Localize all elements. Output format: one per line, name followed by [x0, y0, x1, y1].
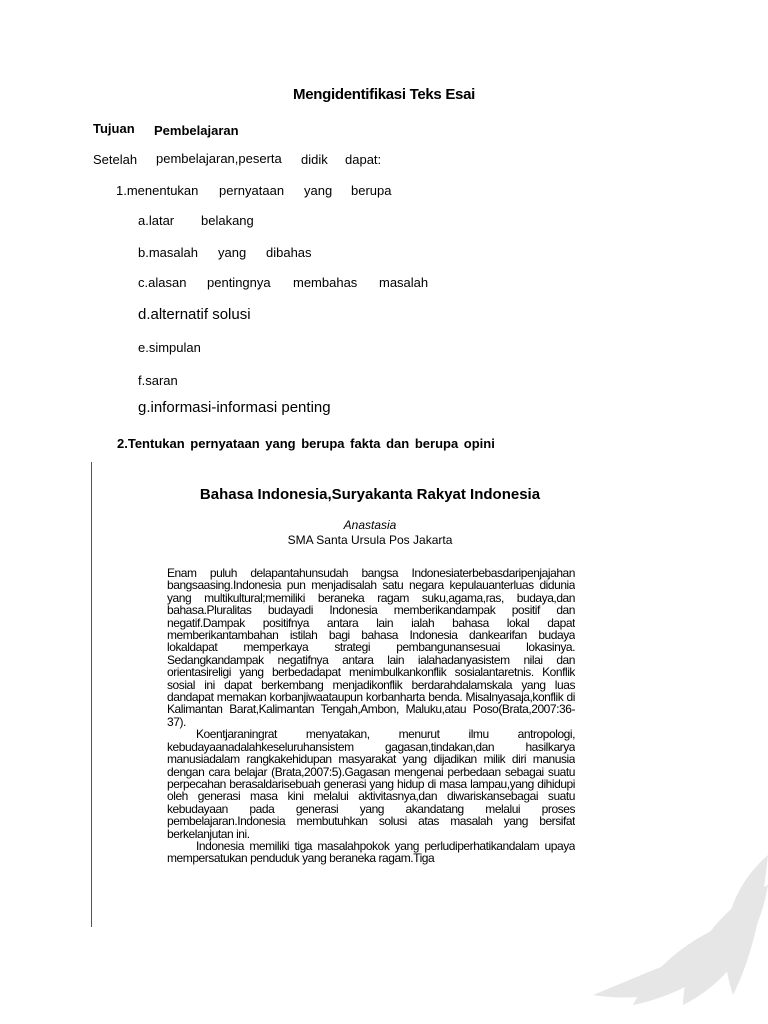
item-c-word-2: pentingnya	[207, 275, 271, 290]
watermark-leaf-icon	[583, 845, 768, 1005]
task1-word-1: 1.menentukan	[116, 183, 199, 198]
intro-word-3: didik	[301, 152, 328, 167]
task1-word-4: berupa	[351, 183, 392, 198]
intro-word-1: Setelah	[93, 152, 138, 167]
item-c-word-1: c.alasan	[138, 275, 187, 290]
item-d: d.alternatif solusi	[138, 306, 251, 323]
essay-paragraph-3: Indonesia memiliki tiga masalahpokok yang perludiperhatikandalam upaya mempersatukan penduduk yang beraneka ragam.Tiga	[167, 838, 575, 866]
goal-label-2: Pembelajaran	[154, 123, 239, 138]
essay-title: Bahasa Indonesia,Suryakanta Rakyat Indonesia	[199, 486, 541, 503]
item-c-word-4: masalah	[379, 275, 429, 290]
task1-word-3: yang	[304, 183, 333, 198]
essay-author: Anastasia	[343, 518, 397, 532]
item-g: g.informasi-informasi penting	[138, 399, 331, 416]
item-a-word-2: belakang	[201, 213, 254, 228]
goal-label: Tujuan	[93, 121, 135, 136]
item-a-word-1: a.latar	[138, 213, 175, 228]
item-f: f.saran	[138, 373, 178, 388]
essay-paragraph-1: Enam puluh delapantahunsudah bangsa Indonesiaterbebasdaripenjajahan bangsaasing.Indonesia pun menjadisalah satu negara kepulauanterluas didunia yang multikultural;memiliki beraneka ragam suku,agama,ras, budaya,dan bahasa.Pluralitas budayadi Indonesia memberikandampak positif dan negatif.Dampak positifnya antara lain ialah bahasa lokal dapat memberikantambahan istilah bagi bahasa Indonesia dankearifan budaya lokaldapat memperkaya strategi pembangunansesuai lokasinya. Sedangkandampak negatifnya antara lain ialahadanyasistem nilai dan orientasireligi yang berbedadapat menimbulkankonflik sosialantaretnis. Konflik sosial ini dapat berkembang menjadikonflik berdarahdalamskala yang luas dandapat memakan korbanjiwaataupun korbanharta benda. Misalnyasaja,konflik di Kalimantan Barat,Kalimantan Tengah,Ambon, Maluku,atau Poso(Brata,2007:36-37).	[167, 567, 575, 729]
item-b-word-3: dibahas	[266, 245, 312, 260]
task2-heading: 2.Tentukan pernyataan yang berupa fakta dan berupa opini	[117, 436, 495, 451]
item-c-word-3: membahas	[293, 275, 358, 290]
essay-paragraph-2: Koentjaraningrat menyatakan, menurut ilmu antropologi, kebudayaanadalahkeseluruhansistem gagasan,tindakan,dan hasilkarya manusiadalam rangkakehidupan masyarakat yang dijadikan milik diri manusia dengan cara belajar (Brata,2007:5).Gagasan mengenai perbedaan sebagai suatu perpecahan berasaldarisebuah generasi yang hidup di masa lampau,yang dihidupi oleh generasi masa kini melalui aktivitasnya,dan diwariskansebagai suatu kebudayaan pada generasi yang akandatang melalui proses pembelajaran.Indonesia membutuhkan solusi atas masalah yang bersifat berkelanjutan ini.	[167, 727, 575, 841]
page-title: Mengidentifikasi Teks Esai	[293, 86, 475, 103]
item-b-word-2: yang	[218, 245, 247, 260]
intro-word-2: pembelajaran,peserta	[156, 151, 282, 166]
essay-school: SMA Santa Ursula Pos Jakarta	[287, 533, 453, 547]
task1-word-2: pernyataan	[219, 183, 285, 198]
intro-word-4: dapat:	[345, 152, 382, 167]
item-b-word-1: b.masalah	[138, 245, 198, 260]
item-e: e.simpulan	[138, 340, 201, 355]
essay-body	[167, 567, 575, 927]
